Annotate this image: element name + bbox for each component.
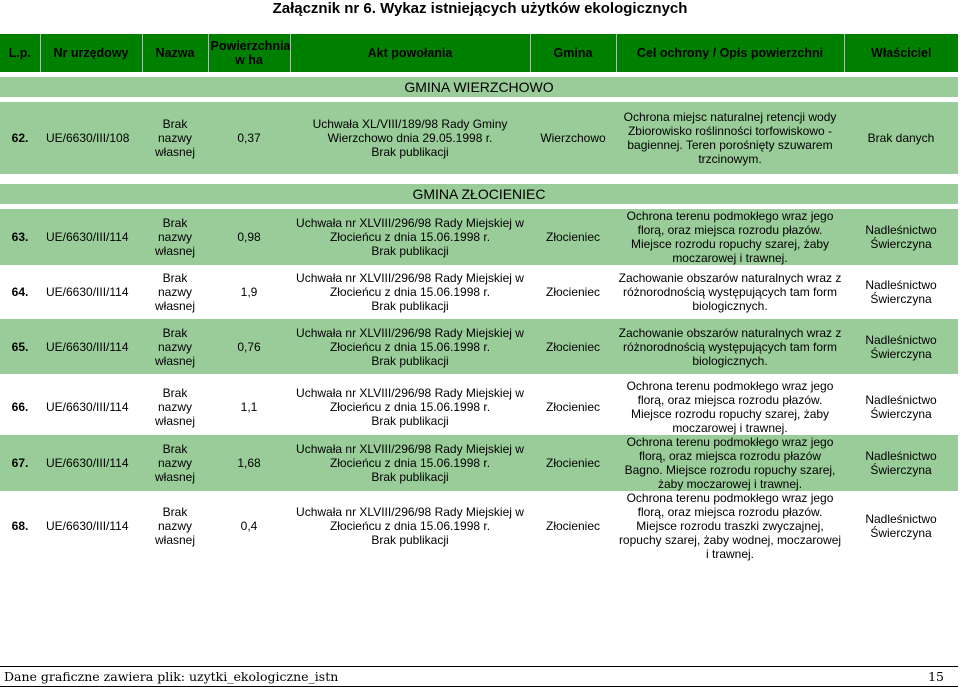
- cell-wlasciciel: Nadleśnictwo Świerczyna: [844, 491, 958, 561]
- cell-gmina: Złocieniec: [530, 319, 616, 374]
- cell-akt: [290, 102, 530, 174]
- cel-line-2: Zbiorowisko roślinności torfowiskowo - bagiennej. Teren porośnięty szuwarem trzcinowym.: [627, 124, 833, 166]
- cell-gmina: Złocieniec: [530, 209, 616, 265]
- cell-nr: UE/6630/III/108: [40, 102, 142, 174]
- cel-line-1: Ochrona terenu podmokłego wraz jego florą, oraz miejsca rozrodu płazów.: [626, 379, 834, 407]
- cel-line-1: Zachowanie obszarów naturalnych wraz z różnorodnością występujących tam form biologicznych.: [618, 325, 842, 368]
- header-lp: L.p.: [0, 34, 40, 72]
- cell-lp: 66.: [0, 379, 40, 435]
- akt-text: Uchwała nr XLVIII/296/98 Rady Miejskiej w Złocieńcu z dnia 15.06.1998 r.: [296, 442, 524, 470]
- cell-cel: [616, 209, 844, 265]
- cell-gmina: Złocieniec: [530, 491, 616, 561]
- cell-nazwa: Brak nazwy własnej: [142, 209, 208, 265]
- cell-powierzchnia: 0,4: [208, 491, 290, 561]
- section-row: [0, 184, 958, 204]
- cell-akt: [290, 379, 530, 435]
- cell-nazwa: Brak nazwy własnej: [142, 491, 208, 561]
- header-wlasciciel: Właściciel: [844, 34, 958, 72]
- akt-text: Uchwała nr XLVIII/296/98 Rady Miejskiej w Złocieńcu z dnia 15.06.1998 r.: [296, 216, 524, 244]
- cel-line-2: Miejsce rozrodu ropuchy szarej, żaby moczarowej i trawnej.: [630, 407, 830, 435]
- header-nazwa: Nazwa: [142, 34, 208, 72]
- cell-wlasciciel: Nadleśnictwo Świerczyna: [844, 319, 958, 374]
- table-row: [0, 319, 958, 374]
- footer-text: Dane graficzne zawiera plik: uzytki_ekologiczne_istn: [4, 669, 339, 684]
- cel-line-2: Miejsce rozrodu traszki zwyczajnej, ropuchy szarej, żaby wodnej, moczarowej i trawnej.: [618, 519, 842, 561]
- section-title: GMINA WIERZCHOWO: [0, 77, 958, 97]
- akt-publication: Brak publikacji: [371, 414, 449, 428]
- cell-lp: 68.: [0, 491, 40, 561]
- cell-wlasciciel: Brak danych: [844, 102, 958, 174]
- cell-lp: 65.: [0, 319, 40, 374]
- cel-line-1: Zachowanie obszarów naturalnych wraz z różnorodnością występujących tam form biologicznych.: [618, 271, 842, 313]
- cell-wlasciciel: Nadleśnictwo Świerczyna: [844, 209, 958, 265]
- cell-powierzchnia: 0,76: [208, 319, 290, 374]
- page-footer: [0, 666, 958, 687]
- akt-text: Uchwała nr XLVIII/296/98 Rady Miejskiej w Złocieńcu z dnia 15.06.1998 r.: [296, 325, 524, 354]
- cell-nazwa: Brak nazwy własnej: [142, 435, 208, 491]
- cel-line-2: Bagno. Miejsce rozrodu ropuchy szarej, żaby moczarowej i trawnej.: [624, 463, 836, 491]
- header-powierzchnia: Powierzchnia w ha: [208, 34, 290, 72]
- cell-powierzchnia: 1,9: [208, 265, 290, 319]
- cell-powierzchnia: 1,1: [208, 379, 290, 435]
- cell-cel: [616, 265, 844, 319]
- table-row: [0, 491, 958, 561]
- cell-akt: [290, 435, 530, 491]
- akt-text: Uchwała nr XLVIII/296/98 Rady Miejskiej w Złocieńcu z dnia 15.06.1998 r.: [296, 386, 524, 414]
- cell-cel: [616, 319, 844, 374]
- cell-powierzchnia: 1,68: [208, 435, 290, 491]
- cell-gmina: Złocieniec: [530, 265, 616, 319]
- akt-publication: Brak publikacji: [371, 353, 449, 368]
- header-akt: Akt powołania: [290, 34, 530, 72]
- table-header-row: [0, 34, 958, 72]
- table-row: [0, 265, 958, 319]
- akt-publication: Brak publikacji: [371, 470, 449, 484]
- page-title: Załącznik nr 6. Wykaz istniejących użytków ekologicznych: [272, 0, 688, 17]
- section-row: [0, 77, 958, 97]
- ecological-sites-table: [0, 34, 958, 561]
- table-row: [0, 379, 958, 435]
- cell-powierzchnia: 0,98: [208, 209, 290, 265]
- cell-akt: [290, 265, 530, 319]
- cell-nazwa: Brak nazwy własnej: [142, 319, 208, 374]
- cel-line-2: Miejsce rozrodu ropuchy szarej, żaby moczarowej i trawnej.: [630, 237, 830, 265]
- cell-gmina: Złocieniec: [530, 435, 616, 491]
- cell-nr: UE/6630/III/114: [40, 491, 142, 561]
- section-title: GMINA ZŁOCIENIEC: [0, 184, 958, 204]
- cell-gmina: Wierzchowo: [530, 102, 616, 174]
- akt-publication: Brak publikacji: [371, 299, 449, 313]
- cell-akt: [290, 491, 530, 561]
- akt-publication: Brak publikacji: [371, 145, 449, 159]
- cell-nr: UE/6630/III/114: [40, 209, 142, 265]
- cell-cel: [616, 491, 844, 561]
- cell-nr: UE/6630/III/114: [40, 379, 142, 435]
- cell-wlasciciel: Nadleśnictwo Świerczyna: [844, 379, 958, 435]
- cell-cel: [616, 435, 844, 491]
- cell-gmina: Złocieniec: [530, 379, 616, 435]
- table-row: [0, 102, 958, 174]
- header-cel: Cel ochrony / Opis powierzchni: [616, 34, 844, 72]
- cell-nr: UE/6630/III/114: [40, 435, 142, 491]
- table-row: [0, 209, 958, 265]
- cell-nr: UE/6630/III/114: [40, 265, 142, 319]
- cell-lp: 64.: [0, 265, 40, 319]
- akt-text: Uchwała XL/VIII/189/98 Rady Gminy Wierzchowo dnia 29.05.1998 r.: [312, 117, 508, 145]
- cell-lp: 63.: [0, 209, 40, 265]
- cel-line-1: Ochrona miejsc naturalnej retencji wody: [623, 110, 837, 124]
- cell-lp: 62.: [0, 102, 40, 174]
- header-gmina: Gmina: [530, 34, 616, 72]
- cell-lp: 67.: [0, 435, 40, 491]
- cell-akt: [290, 209, 530, 265]
- cell-wlasciciel: Nadleśnictwo Świerczyna: [844, 435, 958, 491]
- cell-powierzchnia: 0,37: [208, 102, 290, 174]
- akt-text: Uchwała nr XLVIII/296/98 Rady Miejskiej w Złocieńcu z dnia 15.06.1998 r.: [296, 505, 524, 533]
- cell-wlasciciel: Nadleśnictwo Świerczyna: [844, 265, 958, 319]
- cell-nazwa: Brak nazwy własnej: [142, 265, 208, 319]
- cel-line-1: Ochrona terenu podmokłego wraz jego florą, oraz miejsca rozrodu płazów.: [626, 209, 834, 237]
- cell-akt: [290, 319, 530, 374]
- akt-publication: Brak publikacji: [371, 533, 449, 547]
- page-number: 15: [928, 669, 944, 684]
- cell-cel: [616, 379, 844, 435]
- table-row: [0, 435, 958, 491]
- cel-line-1: Ochrona terenu podmokłego wraz jego florą, oraz miejsca rozrodu płazów.: [626, 491, 834, 519]
- cel-line-1: Ochrona terenu podmokłego wraz jego florą, oraz miejsca rozrodu płazów: [626, 435, 834, 463]
- cell-cel: [616, 102, 844, 174]
- akt-publication: Brak publikacji: [371, 244, 449, 258]
- header-nr: Nr urzędowy: [40, 34, 142, 72]
- akt-text: Uchwała nr XLVIII/296/98 Rady Miejskiej w Złocieńcu z dnia 15.06.1998 r.: [296, 271, 524, 299]
- cell-nazwa: Brak nazwy własnej: [142, 379, 208, 435]
- cell-nr: UE/6630/III/114: [40, 319, 142, 374]
- cell-nazwa: Brak nazwy własnej: [142, 102, 208, 174]
